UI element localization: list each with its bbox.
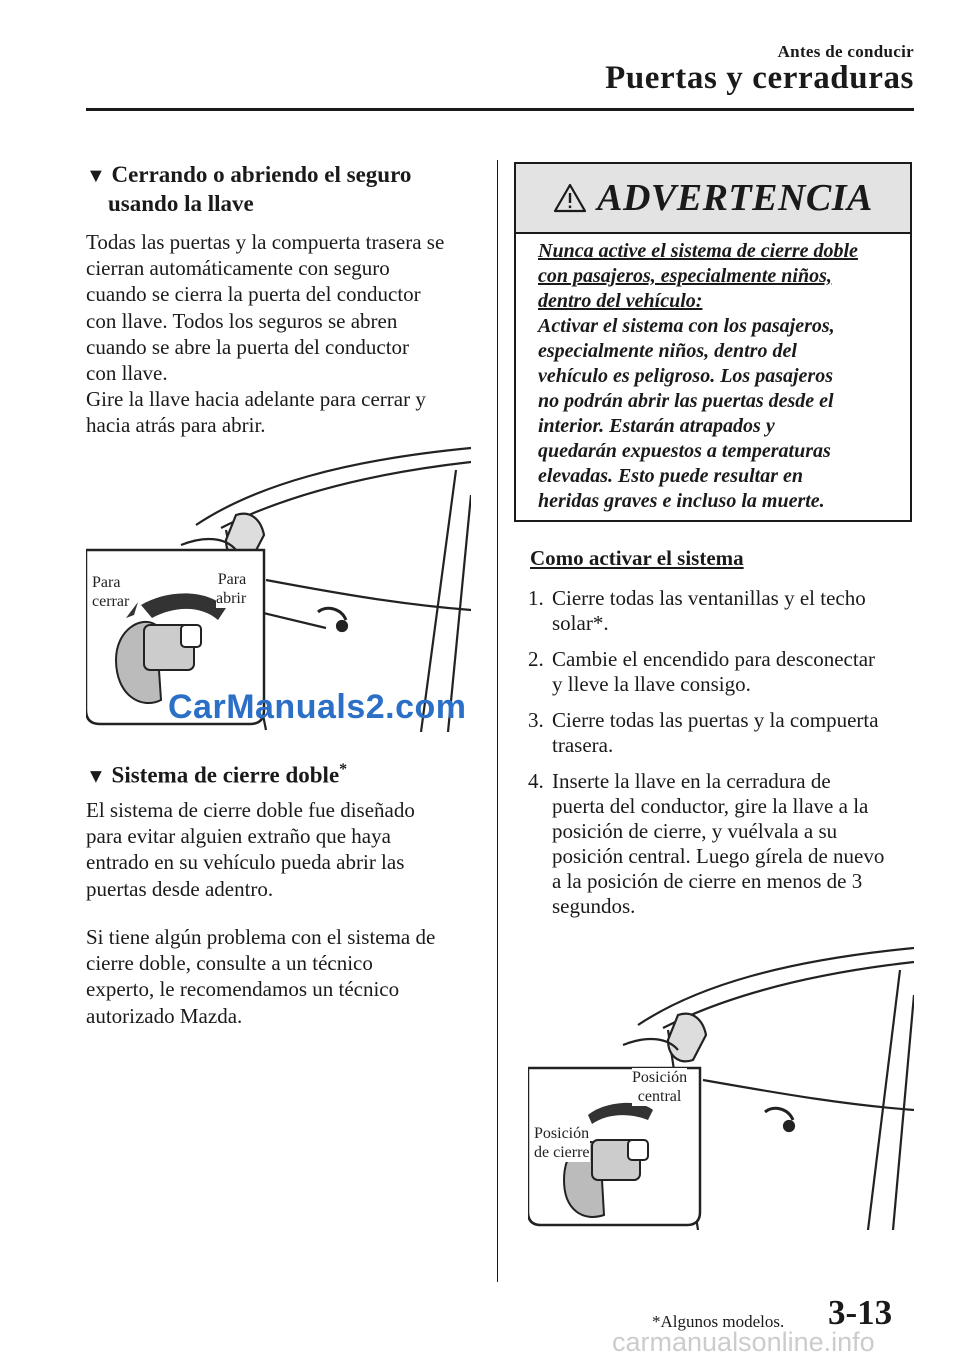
- step-item: [528, 586, 918, 636]
- section-title: Puertas y cerraduras: [605, 60, 914, 96]
- warning-line: con pasajeros, especialmente niños,: [538, 265, 832, 287]
- label-line: Para: [217, 571, 247, 588]
- watermark-carmanuals: CarManuals2.com: [168, 688, 467, 726]
- warning-line: dentro del vehículo:: [538, 290, 703, 312]
- step-number: 1.: [528, 586, 544, 610]
- warning-line: vehículo es peligroso. Los pasajeros: [538, 365, 833, 387]
- step-line: posición central. Luego gírela de nuevo: [552, 844, 885, 868]
- step-item: [528, 769, 918, 919]
- label-line: central: [637, 1088, 682, 1105]
- text-line: Todas las puertas y la compuerta trasera se: [86, 230, 445, 254]
- label-line: Para: [92, 574, 121, 591]
- step-line: Inserte la llave en la cerradura de: [552, 769, 831, 793]
- text-line: entrado en su vehículo pueda abrir las: [86, 850, 405, 875]
- warning-line: interior. Estarán atrapados y: [538, 415, 775, 437]
- step-line: Cambie el encendido para desconectar: [552, 647, 876, 671]
- text-line: hacia atrás para abrir.: [86, 413, 266, 438]
- paragraph-double-lock: [86, 797, 415, 902]
- text-line: con llave.: [86, 361, 168, 386]
- paragraph-technician: [86, 924, 435, 1029]
- warning-body: [516, 234, 910, 514]
- warning-line: heridas graves e incluso la muerte.: [538, 490, 825, 512]
- subheading-activate-system: Como activar el sistema: [530, 546, 744, 570]
- text-line: puertas desde adentro.: [86, 876, 274, 901]
- text-line: para evitar alguien extraño que haya: [86, 824, 391, 849]
- footnote-some-models: *Algunos modelos.: [652, 1312, 785, 1331]
- step-line: puerta del conductor, gire la llave a la: [552, 794, 869, 818]
- warning-line: quedarán expuestos a temperaturas: [538, 440, 831, 462]
- warning-title: ADVERTENCIA: [597, 177, 873, 219]
- label-line: de cierre: [534, 1144, 590, 1161]
- label-to-close: [92, 573, 129, 611]
- label-lock-position: [534, 1124, 590, 1162]
- text-line: cierran automáticamente con seguro: [86, 256, 390, 281]
- paragraph-lock-description: [86, 229, 444, 439]
- label-line: cerrar: [92, 593, 130, 610]
- steps-list: [528, 586, 918, 930]
- heading-line-1: Cerrando o abriendo el seguro: [111, 162, 412, 187]
- text-line: El sistema de cierre doble fue diseñado: [86, 798, 415, 822]
- label-center-position: [632, 1068, 687, 1106]
- step-line: posición de cierre, y vuélvala a su: [552, 819, 838, 843]
- label-line: Posición: [534, 1125, 590, 1142]
- text-line: cuando se abre la puerta del conductor: [86, 334, 410, 359]
- text-line: autorizado Mazda.: [86, 1003, 243, 1028]
- text-line: cierre doble, consulte a un técnico: [86, 951, 373, 976]
- warning-triangle-icon: [553, 183, 587, 213]
- heading-lock-with-key: [86, 160, 411, 191]
- warning-line: Nunca active el sistema de cierre doble: [538, 240, 858, 262]
- chapter-title: Antes de conducir: [777, 42, 914, 61]
- step-line: Cierre todas las ventanillas y el techo: [552, 586, 866, 610]
- label-to-open: [216, 570, 246, 608]
- asterisk-mark: *: [339, 761, 348, 778]
- text-line: experto, le recomendamos un técnico: [86, 977, 400, 1002]
- watermark-carmanualsonline: carmanualsonline.info: [612, 1327, 875, 1357]
- door-key-illustration-2: [528, 940, 914, 1230]
- header-rule: [86, 108, 914, 111]
- step-number: 2.: [528, 647, 544, 671]
- step-line: trasera.: [552, 733, 614, 757]
- step-line: a la posición de cierre en menos de 3: [552, 869, 863, 893]
- step-item: [528, 708, 918, 758]
- heading-double-lock: [86, 755, 347, 792]
- text-line: cuando se cierra la puerta del conductor: [86, 282, 421, 307]
- text-line: Si tiene algún problema con el sistema de: [86, 925, 436, 949]
- warning-header: [516, 164, 910, 234]
- warning-box: [514, 162, 912, 522]
- triangle-marker-icon: ▼: [86, 165, 106, 187]
- step-item: [528, 647, 918, 697]
- step-number: 3.: [528, 708, 544, 732]
- triangle-marker-icon: ▼: [86, 765, 106, 788]
- text-line: Gire la llave hacia adelante para cerrar y: [86, 387, 426, 412]
- text-line: con llave. Todos los seguros se abren: [86, 308, 398, 333]
- step-line: Cierre todas las puertas y la compuerta: [552, 708, 879, 732]
- column-divider: [497, 160, 498, 1282]
- step-line: y lleve la llave consigo.: [552, 672, 751, 696]
- step-line: segundos.: [552, 894, 636, 918]
- step-number: 4.: [528, 769, 544, 793]
- heading-text: Sistema de cierre doble: [111, 762, 340, 788]
- warning-line: especialmente niños, dentro del: [538, 340, 797, 362]
- warning-line: no podrán abrir las puertas desde el: [538, 390, 834, 412]
- page-number: 3-13: [828, 1293, 893, 1332]
- label-line: abrir: [216, 590, 247, 607]
- step-line: solar*.: [552, 611, 609, 635]
- warning-line: elevadas. Esto puede resultar en: [538, 465, 803, 487]
- label-line: Posición: [632, 1069, 688, 1086]
- warning-line: Activar el sistema con los pasajeros,: [538, 315, 835, 337]
- heading-line-2: usando la llave: [108, 191, 254, 216]
